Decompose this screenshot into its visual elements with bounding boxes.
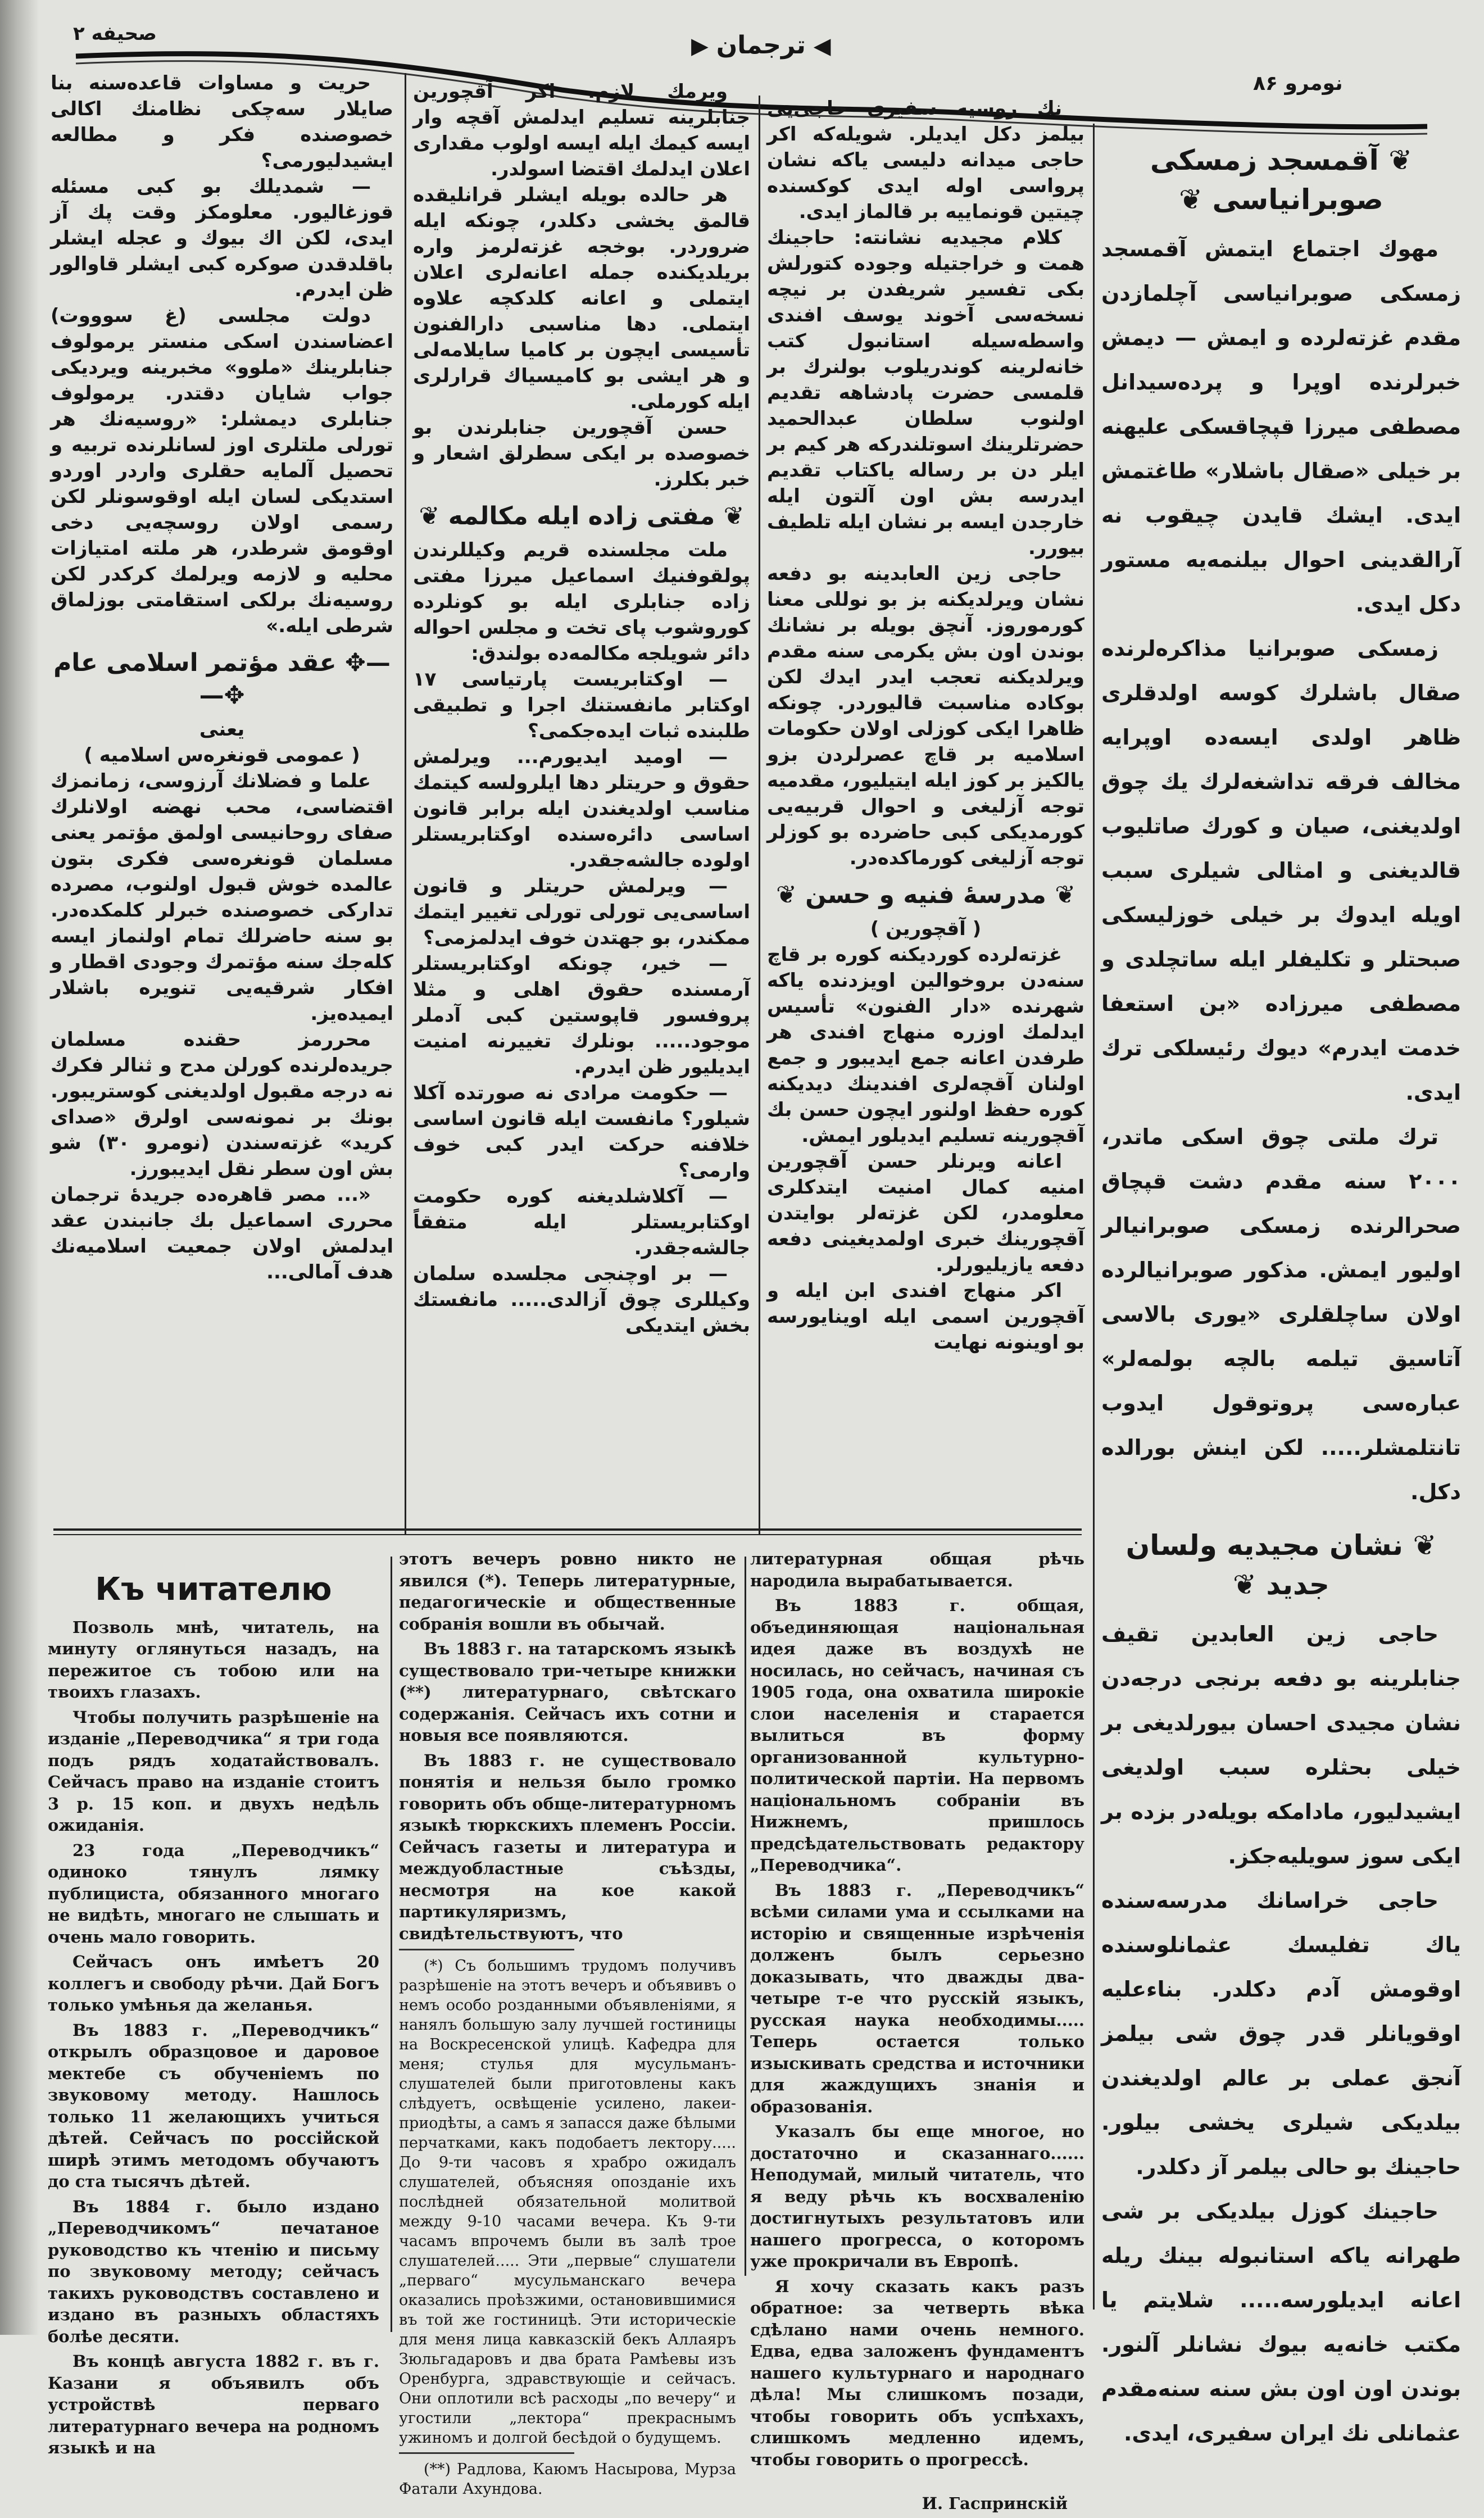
article-heading: —✥ عقد مؤتمر اسلامی عام ✥— xyxy=(53,648,391,710)
paragraph: ملت مجلسنده قریم وکیللرندن پولقوفنیك اسماعیل میرزا مفتی زاده جنابلری ایله بو کونلرده کوروشوب پای تخت و مجلس احواله دائر شویلجه مکالمه‌ده بولندق: xyxy=(413,539,750,665)
paragraph: этотъ вечеръ ровно никто не явился (*). Теперь литературные, педагогическіе и общественные собранія вошли въ обычай. xyxy=(399,1549,736,1634)
paragraph: — شمدیلك بو کبی مسئله قوزغالیور. معلومکز وقت پك آز ایدی، لکن اك بیوك و عجله ایشلر باقلدقدن صوکره کبی ایشلر قاوالور ظن ایدرم. xyxy=(51,175,393,301)
paragraph: Позволь мнѣ, читатель, на минуту оглянуться назадъ, на пережитое съ тобою или на твоихъ глазахъ. xyxy=(48,1617,379,1702)
paragraph: علما و فضلانك آرزوسی، زمانمزك اقتضاسی، محب نهضه اولانلرك صفای روحانیسی اولمق مؤتمر یعنی مسلمان قونغره‌سی فکری بتون عالمده خوش قبول اولنوب، مصرده تدارکی خصوصنده خبرلر کلمکده‌در. بو سنه حاضرلك تمام اولنماز ایسه کله‌جك سنه مؤتمرك وجودی اقطار و افکار شرقیه‌یی تنویره باشلار ایمیده‌یز. xyxy=(51,770,393,1025)
paragraph: — ویرلمش حریتلر و قانون اساسی‌یی تورلی تورلی تغییر ایتمك ممکندر، بو جهتدن خوف ایدلمزمی؟ xyxy=(413,875,750,949)
paragraph: литературная общая рѣчь народила вырабатывается. xyxy=(750,1549,1084,1590)
paragraph: 23 года „Переводчикъ“ одиноко тянулъ лямку публициста, обязанного многаго не видѣть, многаго не слышать и очень мало говорить. xyxy=(48,1840,379,1947)
paragraph: نك روسیه سفیری حاجی‌یی بیلمز دکل ایدیلر. شویله‌که اکر حاجی میدانه دلیسی یاکه نشان پرواسی اوله ایدی کوکسنده چیتین قونماییه بر قالماز ایدی. xyxy=(767,97,1084,223)
article-subheading: ( عمومی قونغرەس اسلامیه ) xyxy=(84,744,360,766)
article-column xyxy=(767,96,1084,1355)
heading-text: عقد مؤتمر اسلامی عام xyxy=(53,648,337,677)
paragraph: — آکلاشلدیغنه کوره حکومت اوکتابریستلر ایله متفقاً جالشه‌جقدر. xyxy=(413,1185,750,1259)
heading-text: مدرسهٔ فنیه و حسن xyxy=(805,881,1046,909)
page-number-label: صحیفه ۲ xyxy=(73,22,157,45)
russian-article-column xyxy=(399,1548,736,2502)
column-divider xyxy=(759,96,760,1534)
paragraph: Въ 1883 г. не существовало понятія и нельзя было громко говорить объ обще-литературномъ языкѣ тюркскихъ племенъ Россіи. Сейчасъ газеты и литература и междуобластные съѣзды, несмотря на кое какой партикуляризмъ, свидѣтельствуютъ, что xyxy=(399,1750,736,1943)
paragraph: اکر منهاج افندی ابن ایله و آقچورین اسمی ایله اوینایورسه بو اوینونه نهایت xyxy=(767,1280,1084,1354)
paragraph: Въ концѣ августа 1882 г. въ г. Казани я объявилъ объ устройствѣ перваго литературнаго вечера на родномъ языкѣ и на xyxy=(48,2352,379,2457)
page-edge-shadow xyxy=(0,0,39,2335)
article-column xyxy=(1101,129,1461,2456)
paragraph: حسن آقچورین جنابلرندن بو خصوصده بر ایکی سطرلق اشعار و خبر بکلرز. xyxy=(413,416,750,491)
paragraph: Въ 1883 г. на татарскомъ языкѣ существовало три-четыре книжки (**) литературнаго, свѣтскаго содержанія. Сейчасъ ихъ сотни и новыя все появляются. xyxy=(399,1639,736,1745)
paragraph: کلام مجیدیه نشانته: حاجینك همت و خراجتیله وجوده کتورلش بکی تفسیر شریفدن بر نیچه نسخه‌سی آخوند یوسف افندی واسطه‌سیله استانبول کتب خانه‌لرینه کوندریلوب بولنرك بر قلمسی حضرت پادشاهه تقدیم اولنوب سلطان عبدالحمید حضرتلرینك اسوتلندرکه هر کیم بر ایلر دن بر رساله یاکتاب تقدیم ایدرسه بش اون آلتون ایله خارجدن ایسه بر نشان ایله تلطیف بیورر. xyxy=(767,226,1084,559)
column-divider xyxy=(1093,124,1095,2310)
paragraph: Въ 1883 г. „Переводчикъ“ открылъ образцовое и даровое мектебе съ обученіемъ по звуковому методу. Нашлось только 11 желающихъ учиться дѣтей. Сейчасъ по россійской ширѣ этимъ методомъ обучаютъ до ста тысячъ дѣтей. xyxy=(48,2020,379,2191)
heading-text: آقمسجد زمسکی صوبرانیاسی xyxy=(1150,144,1383,216)
ornament-icon: ◀ xyxy=(805,33,831,59)
article-column xyxy=(51,70,393,1285)
article-subheading: یعنی xyxy=(199,718,245,741)
newspaper-title-text: ترجمان xyxy=(716,31,806,60)
paragraph: — اوکتابریست پارتیاسی ۱۷ اوکتابر مانفستنك اجرا و تطبیقی طلبنده ثبات ایده‌جکمی؟ xyxy=(413,668,750,742)
paragraph: Сейчасъ онъ имѣетъ 20 коллегъ и свободу рѣчи. Дай Богъ только умѣнья да желанья. xyxy=(48,1952,379,2015)
article-heading: ❦ آقمسجد زمسکی صوبرانیاسی ❦ xyxy=(1150,144,1413,216)
paragraph: Чтобы получить разрѣшеніе на изданіе „Переводчика“ я три года подъ рядъ ходатайствовалъ. Сейчасъ право на изданіе стоитъ 3 р. 15 коп. и двухъ недѣль ожиданія. xyxy=(48,1707,379,1835)
paragraph: هر حالده بویله ایشلر قرانلیقده قالمق یخشی دکلدر، چونکه ایله ضروردر. بوخجه غزته‌لرمز واره‌ بریلدیکنده جمله اعانه‌لری اعلان ایتملی و اعانه کلدکچه علاوه ایتملی. دها مناسبی دارالفنون تأسیسی ایچون بر کامیا سایلامه‌لی و هر ایشی بو کامیسیاك قرارلری ایله کورملی. xyxy=(413,184,750,413)
paragraph: Указалъ бы еще многое, но достаточно и сказаннаго...... Неподумай, милый читатель, что я веду рѣчь къ восхваленію достигнутыхъ результатовъ или нашего прогресса, о которомъ уже прокричали въ Европѣ. xyxy=(750,2122,1084,2271)
paragraph: — اومید ایدیورم... ویرلمش حقوق و حریتلر دها ایلرولسه کیتمك مناسب اولدیغندن ایله برابر قانون اساسی دائره‌سنده اوکتابریستلر اولوده جالشه‌جقدر. xyxy=(413,746,750,872)
column-divider xyxy=(391,1557,392,2332)
paragraph: «... مصر قاهره‌ده جریدهٔ ترجمان محرری اسماعیل بك جانبندن عقد ایدلمش اولان جمعیت اسلامیه‌نك هدف آمالی... xyxy=(51,1183,393,1283)
paragraph: غزته‌لرده کوردیکنه کوره بر قاچ سنه‌دن بروخوالین اویزدنده یاکه شهرنده «دار الفنون» تأسیس ایدلمك اوزره منهاج افندی هر طرفدن اعانه جمع ایدیبور و جمع اولنان آقچه‌لری افندینك دیدیکنه کوره حفظ اولنور ایچون حسن بك آقچورینه تسلیم ایدیلور ایمش. xyxy=(767,943,1084,1147)
footnote: (**) Радлова, Каюмъ Насырова, Мурза Фатали Ахундова. xyxy=(399,2461,736,2498)
paragraph: ویرمك لازم، اکر آقچورین جنابلرینه تسلیم ایدلمش آقچه وار ایسه کیمك ایله ایسه اولوب مقداری اعلان ایدلمك اقتضا اسولدر. xyxy=(413,80,750,180)
heading-text: مفتی زاده ایله مکالمه xyxy=(448,502,715,530)
ornament-icon: ▶ xyxy=(691,33,716,59)
paragraph: حاجی زین العابدین تقیف جنابلرینه بو دفعه برنجی درجه‌دن نشان مجیدی احسان بیورلدیغی بر خیلی بحثلره سبب اولدیغی ایشیدلیور، مادامکه بویله‌در بزده بر ایکی سوز سویلیه‌جکز. xyxy=(1101,1622,1461,1868)
article-column xyxy=(413,79,750,1339)
paragraph: اعانه ویرنلر حسن آقچورین امنیه کمال امنیت ایتدکلری معلومدر، لکن غزته‌لر بوایتدن آقچورینك خبری اولمدیغینی دفعه دفعه یازیلیورلر. xyxy=(767,1150,1084,1276)
paragraph: ترك ملتی چوق اسکی ماتدر، ۲۰۰۰ سنه مقدم دشت قپچاق صحرالرنده زمسکی صوبرانیالر اولیور ایمش. مذکور صوبرانیالرده اولان ساچلقلری «یوری بالاسی آتاسیق تیلمه بالچه بولمه‌لر» عبارەسی پروتوقول ایدوب تانتلمشلر..... لکن اینش بورالده دکل. xyxy=(1101,1124,1461,1504)
russian-article-column xyxy=(750,1548,1084,2518)
article-subheading: ( آقچورین ) xyxy=(870,918,982,940)
paragraph: — حکومت مرادی نه صورتده آکلا شیلور؟ مانفست ایله قانون اساسی خلافنه حرکت ایدر کبی خوف وارمی؟ xyxy=(413,1082,750,1182)
footnote: (*) Съ большимъ трудомъ получивъ разрѣшеніе на этотъ вечеръ и объявивъ о немъ особо розданными объявленіями, я нанялъ большую залу лучшей гостиницы на Воскресенской улицѣ. Кафедра для меня; стулья для мусульманъ-слушателей были приготовлены какъ слѣдуетъ, освѣщеніе усилено, лакеи-приодѣты, а самъ я запасся даже бѣлыми перчатками, какъ подобаетъ лектору..... До 9-ти часовъ я храбро ожидалъ слушателей, объясняя опозданіе ихъ послѣдней обязательной молитвой между 9-10 часами вечера. Къ 9-ти часамъ впрочемъ были въ залѣ трое слушателей..... Эти „первые“ слушатели „перваго“ мусульманскаго вечера оказались проѣзжими, остановившимися въ той же гостиницѣ. Эти историческіе для меня лица кавказскій бекъ Аллаяръ Зюльгадаровъ и два брата Рамѣевы изъ Оренбурга, здравствующіе и сейчасъ. Они оплотили всѣ расходы „по вечеру“ и угостили „лектора“ прекраснымъ ужиномъ и долгой бесѣдой о будущемъ. xyxy=(399,1957,736,2447)
paragraph: Я хочу сказать какъ разъ обратное: за четверть вѣка сдѣлано нами очень немного. Едва, едва заложенъ фундаментъ нашего культурнаго и народнаго дѣла! Мы слишкомъ позади, чтобы говорить объ успѣхахъ, слишкомъ медленно идемъ, чтобы говорить о прогрессѣ. xyxy=(750,2276,1084,2469)
paragraph: Въ 1883 г. общая, объединяющая національная идея даже въ воздухѣ не носилась, но сейчасъ, начиная съ 1905 года, она охватила широкіе слои населенія и старается вылиться въ форму организованной культурно-политической партіи. На первомъ національномъ собраніи въ Нижнемъ, пришлось предсѣдательствовать редактору „Переводчика“. xyxy=(750,1596,1084,1875)
column-divider xyxy=(745,1557,746,2276)
article-heading: ❦ نشان مجیدیه ولسان جدید ❦ xyxy=(1126,1529,1437,1601)
footnote-divider xyxy=(399,1949,574,1950)
column-divider xyxy=(405,73,406,1534)
paragraph: دولت مجلسی (غ سوووت) اعضاسندن اسکی منستر یرمولوف جنابلرینك «ملوو» مخبرینه ویردیکی جواب شایان دقتدر. یرمولوف جنابلری دیمشلر: «روسیه‌نك هر تورلی ملتلری اوز لسانلرنده تربیه و تحصیل آلمایه حقلری واردر اوردو استدیکی لسان ایله اوقوسونلر لکن رسمی اولان روسچه‌یی دخی اوقومق شرطدر، هر ملته امتیازات محلیه و لازمه ویرلمك کرکدر لکن روسیه‌نك برلکی استقامتی بوزلماق شرطی ایله.» xyxy=(51,305,393,637)
paragraph: مهوك اجتماع ایتمش آقمسجد زمسکی صوبرانیاسی آچلمازدن مقدم غزته‌لرده و ایمش — دیمش خبرلرنده اوپرا و پرده‌سیدانل مصطفی میرزا قپچاقسکی علیهنه بر خیلی «صقال باشلار» طاغتمش ایدی. ایشك قایدن چیقوب نه آرالقدینی احوال بیلنمه‌یه مستور دکل ایدی. xyxy=(1101,237,1461,616)
author-signature: И. Гаспринскій xyxy=(922,2494,1068,2513)
paragraph: محررمز حقنده مسلمان جریده‌لرنده کورلن مدح و ثنالر فکرك نه درجه مقبول اولدیغنی کوستریبور. بونك بر نمونه‌سی اولرق «صدای کرید» غزته‌سندن (نومرو ۳۰) شو بش اون سطر نقل ایدیبورز. xyxy=(51,1028,393,1180)
paragraph: زمسکی صوبرانیا مذاکره‌لرنده صقال باشلرك کوسه اولدقلری ظاهر اولدی ایسه‌ده اوپرایه مخالف فرقه تداشغه‌لرك یك چوق اولدیغنی، صیان و کورك صاتلیوب قالدیغنی و امثالی شیلری سبب اویله ایدوك بر خیلی خوزلیسکی صبحتلر و تکلیفلر ایله ساتچلدی و مصطفی میرزاده «بن استعفا خدمت ایدرم» دیوك رئیسلکی ترك ایدی. xyxy=(1101,636,1461,1105)
section-divider xyxy=(53,1528,1082,1535)
paragraph: — بر اوچنجی مجلسده سلمان وکیللری چوق آزالدی..... مانفستك بخش ایتدیکی xyxy=(413,1263,750,1337)
paragraph: حاجی زین العابدینه بو دفعه نشان ویرلدیکنه بز بو نوللی معنا کورموروز. آنچق بویله بر نشانك بوندن اون بش یکرمی سنه مقدم ویرلدیکنه تعجب ایدر ایدك لکن بوکاده مناسبت قالیوردر. چونکه ظاهرا ایکی کوزلی اولان حکومات اسلامیه بر قاچ عصرلردن بزو یالکیز بر کوز ایله ایتیلیور، مقدمیه توجه آزلیغی و احوال قربیه‌یی کورمدیکی کبی حاضرده بو کوزلر توجه آزلیغی کورماکده‌در. xyxy=(767,562,1084,869)
russian-article-column xyxy=(48,1540,379,2462)
footnote-divider xyxy=(399,2452,574,2454)
article-heading: ❦ مفتی زاده ایله مکالمه ❦ xyxy=(419,502,745,530)
paragraph: — خیر، چونکه اوکتابریستلر آرمسنده حقوق اهلی و مثلا پروفسور قاپوستین کبی آدملر موجود..... بونلرك تغییرنه امنیت ایدیلیور ظن ایدرم. xyxy=(413,952,750,1078)
paragraph: Въ 1883 г. „Переводчикъ“ всѣми силами ума и ссылками на исторію и священные изрѣченія долженъ былъ серьезно доказывать, что дважды два-четыре т-е что русскій языкъ, русская наука необходимы..... Теперь остается только изыскивать средства и источники для жаждущихъ знанія и образованія. xyxy=(750,1880,1084,2116)
article-heading: ❦ مدرسهٔ فنیه و حسن ❦ xyxy=(775,881,1076,909)
heading-text: نشان مجیدیه ولسان جدید xyxy=(1126,1529,1404,1601)
paragraph: حاجینك کوزل بیلدیکی بر شی طهرانه یاکه استانبوله بینك ریله اعانه ایدیلورسه..... شلایتم یا مکتب خانه‌یه بیوك نشانلر آلنور. بوندن اون اون بش سنه سنه‌مقدم عثمانلی نك ایران سفیری، ایدی. xyxy=(1101,2199,1461,2446)
russian-article-title: Къ читателю xyxy=(95,1571,332,1608)
paragraph: Въ 1884 г. было издано „Переводчикомъ“ печатаное руководство къ чтенію и письму по звуковому методу; сейчасъ такихъ руководствъ составлено и издано въ разныхъ областяхъ болѣе десяти. xyxy=(48,2197,379,2346)
paragraph: حریت و مساوات قاعده‌سنه بنا صایلار سه‌چکی نظامنك اکالی خصوصنده فکر و مطالعه ایشیدلیورمی؟ xyxy=(51,72,393,172)
issue-number-label: نومرو ۸۶ xyxy=(1253,72,1343,95)
paragraph: حاجی خراسانك مدرسه‌سنده یاك تفلیسك عثمانلوسنده اوقومش آدم دکلدر. بناءعلیه اوقویانلر قدر چوق شی بیلمز آنجق عملی بر عالم اولدیغندن بیلدیکی شیلری یخشی بیلور. حاجینك بو حالی بیلمر آز دکلدر. xyxy=(1101,1888,1461,2179)
